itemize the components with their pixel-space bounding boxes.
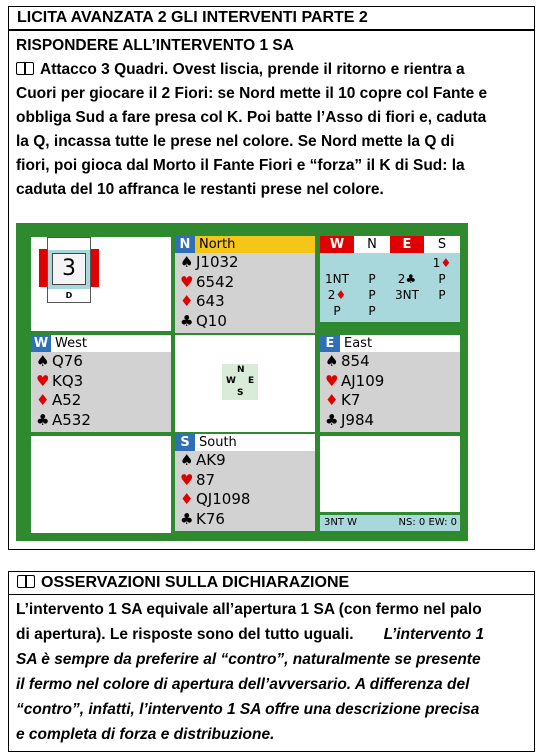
spade-icon: ♠: [180, 451, 194, 469]
text-line: L’intervento 1 SA equivale all’apertura 1 SA (con fermo nel palo: [16, 601, 482, 618]
compass: N S W E: [222, 364, 258, 400]
score-label: NS: 0 EW: 0: [398, 517, 457, 528]
heart-icon: ♥: [180, 470, 194, 489]
book-icon: [16, 62, 34, 75]
club-icon: ♣: [325, 410, 339, 429]
heart-icon: ♥: [36, 371, 50, 390]
empty-cell: [31, 436, 171, 533]
text-line: e completa di forza e distribuzione.: [16, 726, 275, 743]
board-cell: [31, 237, 171, 331]
text-line: SA è sempre da preferire al “contro”, naturalmente se presente: [16, 651, 481, 668]
club-icon: ♣: [36, 410, 50, 429]
page-title: LICITA AVANZATA 2 GLI INTERVENTI PARTE 2: [8, 6, 535, 30]
spade-icon: ♠: [180, 253, 194, 271]
text-line: la Q, incassa tutte le prese nel colore. Se Nord mette la Q di: [16, 133, 455, 150]
text-line: il fermo nel colore di apertura dell’avversario. A differenza del: [16, 676, 470, 693]
south-hand: S South ♠ AK9 ♥ 87 ♦ QJ1098 ♣ K76: [175, 434, 315, 531]
text-line: fiori, poi gioca dal Morto il Fante Fiori e “forza” il K di Sud: la: [16, 157, 465, 174]
diamond-icon: ♦: [180, 490, 194, 508]
board-number: 3: [52, 253, 86, 285]
south-label: South: [199, 435, 237, 450]
club-icon: ♣: [180, 311, 194, 330]
text-line: caduta del 10 affranca le restanti prese nel colore.: [16, 181, 384, 198]
dealer-letter: D: [48, 289, 90, 302]
status-bar: [320, 515, 460, 531]
section-header: OSSERVAZIONI SULLA DICHIARAZIONE: [8, 571, 535, 595]
diamond-icon: ♦: [180, 292, 194, 310]
west-hand: W West ♠ Q76 ♥ KQ3 ♦ A52 ♣ A532: [31, 335, 171, 432]
heart-icon: ♥: [325, 371, 339, 390]
text-line: Attacco 3 Quadri. Ovest liscia, prende il ritorno e rientra a: [16, 58, 531, 83]
section-subtitle: RISPONDERE ALL’INTERVENTO 1 SA: [16, 37, 294, 54]
text-line: obbliga Sud a fare presa col K. Poi batte l’Asso di fiori e, caduta: [16, 109, 487, 126]
text-line: “contro”, infatti, l’intervento 1 SA offre una descrizione precisa: [16, 701, 480, 718]
diamond-icon: ♦: [325, 391, 339, 409]
north-hand: N North ♠ J1032 ♥ 6542 ♦ 643 ♣ Q10: [175, 236, 315, 333]
text-line: di apertura). Le risposte sono del tutto uguali. L’intervento 1: [16, 626, 485, 643]
bidding-table: W N E S 1♦ 1NT P 2♣ P 2♦ P 3NT P P P: [320, 236, 460, 322]
bridge-diagram: [16, 223, 468, 541]
bid-cell: 1♦: [432, 256, 452, 270]
spade-icon: ♠: [325, 352, 339, 370]
north-label: North: [199, 237, 236, 252]
board-tile: [47, 237, 91, 303]
spade-icon: ♠: [36, 352, 50, 370]
contract-label: 3NT W: [324, 517, 358, 528]
heart-icon: ♥: [180, 272, 194, 291]
east-label: East: [344, 336, 373, 351]
diamond-icon: ♦: [36, 391, 50, 409]
west-label: West: [55, 336, 87, 351]
text-line: Cuori per giocare il 2 Fiori: se Nord mette il 10 copre col Fante e: [16, 85, 488, 102]
east-hand: E East ♠ 854 ♥ AJ109 ♦ K7 ♣ J984: [320, 335, 460, 432]
empty-cell: [320, 436, 460, 512]
table-center: [175, 335, 315, 432]
book-icon: [17, 575, 35, 588]
club-icon: ♣: [180, 509, 194, 528]
